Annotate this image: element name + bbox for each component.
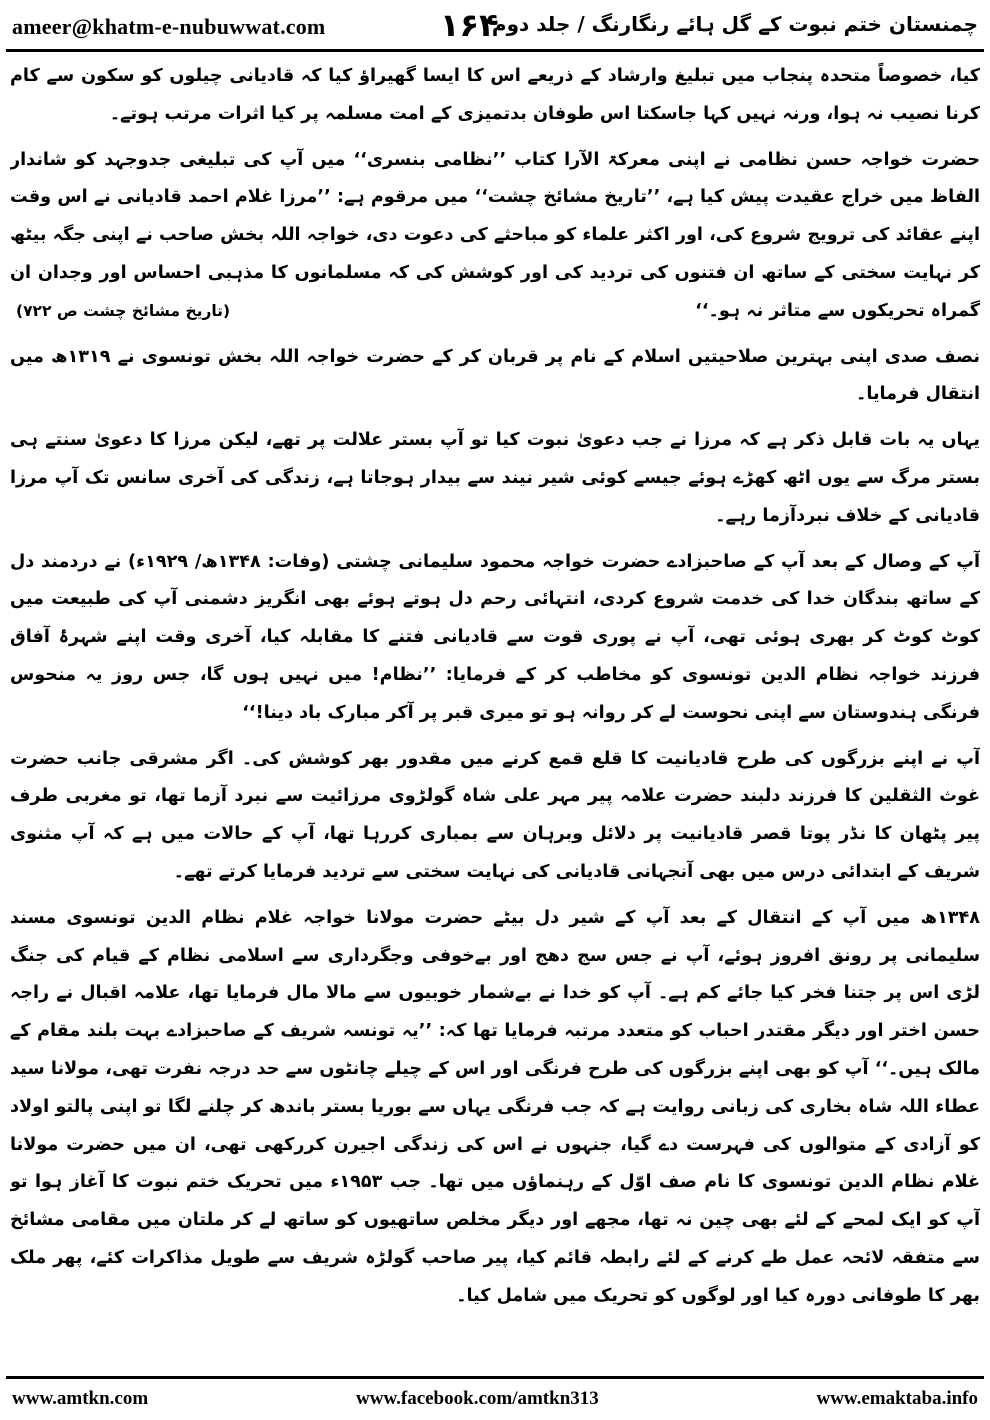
header-email: ameer@khatm-e-nubuwwat.com: [12, 14, 326, 39]
page-body: [10, 58, 980, 1370]
paragraph-2: [10, 142, 980, 331]
page-footer: [0, 1380, 990, 1420]
page-number: ۱۶۴: [440, 6, 499, 44]
footer-divider: [6, 1376, 984, 1379]
paragraph-5: آپ کے وصال کے بعد آپ کے صاحبزادے حضرت خواجہ محمود سلیمانی چشتی (وفات: ۱۳۴۸ھ/ ۱۹۲۹ء) نے دردمند دل کے ساتھ بندگان خدا کی خدمت شروع کردی، انتہائی رحم دل ہوتے ہوئے بھی انگریز دشمنی آپ کی طبیعت میں کوٹ کوٹ کر بھری ہوئی تھی، آپ نے پوری قوت سے قادیانی فتنے کا مقابلہ کیا، آخری وقت اپنے شہرۂ آفاق فرزند خواجہ نظام الدین تونسوی کو مخاطب کر کے فرمایا: ’’نظام! میں نہیں ہوں گا، جس روز یہ منحوس فرنگی ہندوستان سے اپنی نحوست لے کر روانہ ہو تو میری قبر پر آکر مبارک باد دینا!‘‘: [10, 551, 980, 723]
paragraph-2-text: حضرت خواجہ حسن نظامی نے اپنی معرکۃ الآرا کتاب ’’نظامی بنسری‘‘ میں آپ کی تبلیغی جدوجہد کو شاندار الفاظ میں خراج عقیدت پیش کیا ہے، ’’تاریخ مشائخ چشت‘‘ میں مرقوم ہے: ’’مرزا غلام احمد قادیانی نے اس وقت اپنے عقائد کی ترویج شروع کی، اور اکثر علماء کو مباحثے کی دعوت دی، خواجہ اللہ بخش صاحب نے اپنی جگہ بیٹھ کر نہایت سختی کے ساتھ ان فتنوں کی تردید کی اور کوشش کی کہ مسلمانوں کا مذہبی احساس اور وجدان ان گمراہ تحریکوں سے متاثر نہ ہو۔‘‘: [10, 149, 980, 321]
paragraph-4: یہاں یہ بات قابل ذکر ہے کہ مرزا نے جب دعویٰ نبوت کیا تو آپ بستر علالت پر تھے، لیکن مرزا کا دعویٰ سنتے ہی بستر مرگ سے یوں اٹھ کھڑے ہوئے جیسے کوئی شیر نیند سے بیدار ہوجاتا ہے، زندگی کی آخری سانس تک آپ مرزا قادیانی کے خلاف نبردآزما رہے۔: [10, 430, 980, 526]
footer-link-amtkn[interactable]: www.amtkn.com: [12, 1388, 149, 1409]
paragraph-6: آپ نے اپنے بزرگوں کی طرح قادیانیت کا قلع قمع کرنے میں مقدور بھر کوشش کی۔ اگر مشرقی جانب حضرت غوث الثقلین کا فرزند دلبند حضرت علامہ پیر مہر علی شاہ گولڑوی مرزائیت سے نبرد آزما تھا، تو مغربی طرف پیر پٹھان کا نڈر پوتا قصر قادیانیت پر دلائل وبرہان سے بمباری کررہا تھا، آپ کے حالات میں ہے کہ آپ مثنوی شریف کے ابتدائی درس میں بھی آنجہانی قادیانی کی نہایت سختی سے تردید فرمایا کرتے تھے۔: [10, 748, 980, 882]
citation: (تاریخ مشائخ چشت ص ۷۲۲): [16, 301, 231, 320]
paragraph-3: نصف صدی اپنی بہترین صلاحیتیں اسلام کے نام پر قربان کر کے حضرت خواجہ اللہ بخش تونسوی نے ۱۳۱۹ھ میں انتقال فرمایا۔: [10, 346, 980, 405]
book-title: چمنستان ختم نبوت کے گل ہائے رنگارنگ / جلد دوم: [491, 12, 978, 36]
footer-link-facebook[interactable]: www.facebook.com/amtkn313: [356, 1388, 599, 1409]
paragraph-7: ۱۳۴۸ھ میں آپ کے انتقال کے بعد آپ کے شیر دل بیٹے حضرت مولانا خواجہ غلام نظام الدین تونسوی مسند سلیمانی پر رونق افروز ہوئے، آپ نے جس سج دھج اور بےخوفی وجگرداری سے اسلامی نظام کے قیام کی جنگ لڑی اس پر جتنا فخر کیا جائے کم ہے۔ آپ کو خدا نے بےشمار خوبیوں سے مالا مال فرمایا تھا، علامہ اقبال نے راجہ حسن اختر اور دیگر مقتدر احباب کو متعدد مرتبہ فرمایا تھا کہ: ’’یہ تونسہ شریف کے صاحبزادے بہت بلند مقام کے مالک ہیں۔‘‘ آپ کو بھی اپنے بزرگوں کی طرح فرنگی اور اس کے چیلے چانٹوں سے حد درجہ نفرت تھی، مولانا سید عطاء اللہ شاہ بخاری کی زبانی روایت ہے کہ جب فرنگی یہاں سے بوریا بستر باندھ کر چلنے لگا تو اپنی پالتو اولاد کو آزادی کے متوالوں کی فہرست دے گیا، جنہوں نے اس کی زندگی اجیرن کررکھی تھی، ان میں حضرت مولانا غلام نظام الدین تونسوی کا نام صف اوّل کے رہنماؤں میں تھا۔ جب ۱۹۵۳ء میں تحریک ختم نبوت کا آغاز ہوا تو آپ کو ایک لمحے کے لئے بھی چین نہ تھا، مجھے اور دیگر مخلص ساتھیوں کو ساتھ لے کر ملتان میں مقامی مشائخ سے متفقہ لائحہ عمل طے کرنے کے لئے رابطہ قائم کیا، پیر صاحب گولڑہ شریف سے طویل مذاکرات کئے، پھر ملک بھر کا طوفانی دورہ کیا اور لوگوں کو تحریک میں شامل کیا۔: [10, 907, 980, 1306]
page-header: [0, 0, 990, 50]
header-divider: [6, 49, 984, 52]
paragraph-1: کیا، خصوصاً متحدہ پنجاب میں تبلیغ وارشاد کے ذریعے اس کا ایسا گھیراؤ کیا کہ قادیانی چیلوں کو سکون سے کام کرنا نصیب نہ ہوا، ورنہ نہیں کہا جاسکتا اس طوفان بدتمیزی کے امت مسلمہ پر کیا اثرات مرتب ہوتے۔: [10, 66, 980, 124]
footer-link-emaktaba[interactable]: www.emaktaba.info: [816, 1388, 978, 1409]
